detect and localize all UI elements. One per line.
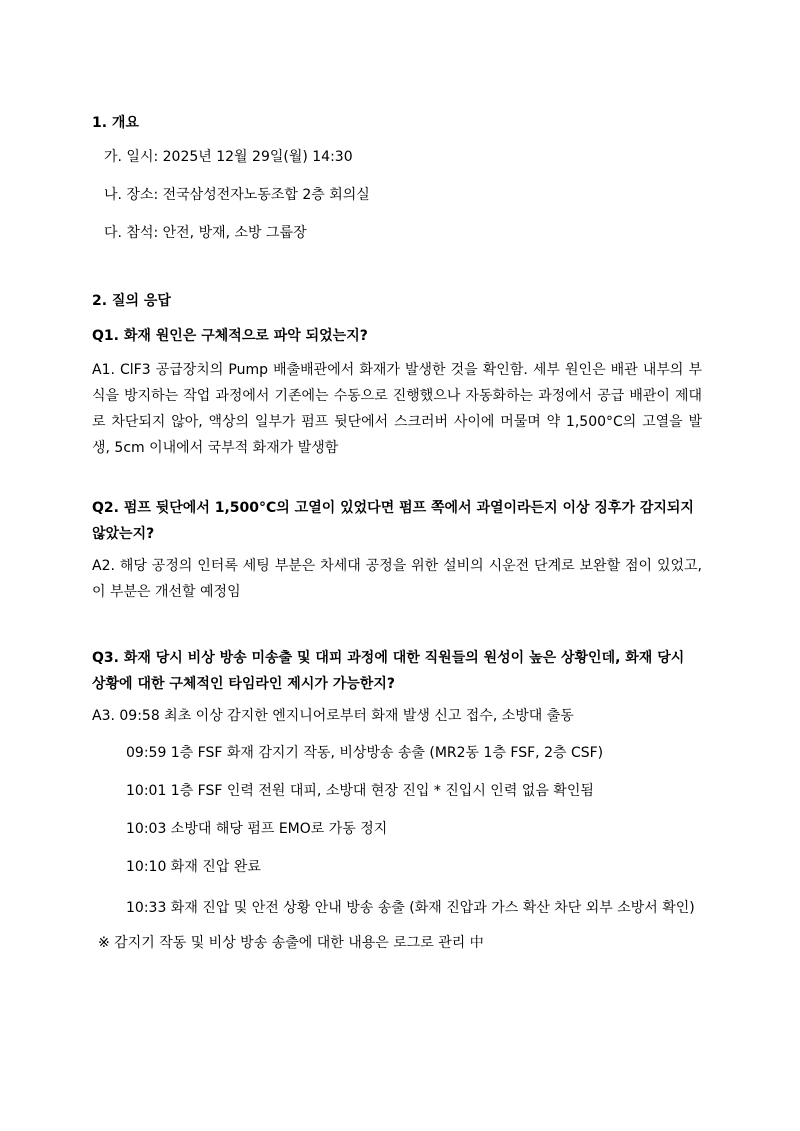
timeline-item: 10:03 소방대 해당 펌프 EMO로 가동 정지 [126,821,388,837]
document-body [92,113,702,953]
timeline-item: 09:59 1층 FSF 화재 감지기 작동, 비상방송 송출 (MR2동 1층 FSF, 2층 CSF) [126,745,604,761]
question-3: Q3. 화재 당시 비상 방송 미송출 및 대피 과정에 대한 직원들의 원성이 높은 상황인데, 화재 당시 상황에 대한 구체적인 타임라인 제시가 가능한지? [92,650,685,692]
answer-1: A1. ClF3 공급장치의 Pump 배출배관에서 화재가 발생한 것을 확인함. 세부 원인은 배관 내부의 부식을 방지하는 작업 과정에서 기존에는 수동으로 진행했으나 자동화하는 과정에서 공급 배관이 제대로 차단되지 않아, 액상의 일부가 펌프 뒷단에서 스크러버 사이에 머물며 약 1,500°C의 고열을 발생, 5cm 이내에서 국부적 화재가 발생함 [92,362,702,456]
overview-item-place: 나. 장소: 전국삼성전자노동조합 2층 회의실 [104,187,370,203]
timeline-item: 10:01 1층 FSF 인력 전원 대피, 소방대 현장 진입 * 진입시 인력 없음 확인됨 [126,783,594,799]
answer-2: A2. 해당 공정의 인터록 세팅 부분은 차세대 공정을 위한 설비의 시운전 단계로 보완할 점이 있었고, 이 부분은 개선할 예정임 [92,558,702,600]
overview-item-date: 가. 일시: 2025년 12월 29일(월) 14:30 [104,149,353,165]
answer-3-first-line: A3. 09:58 최초 이상 감지한 엔지니어로부터 화재 발생 신고 접수, 소방대 출동 [92,708,574,724]
log-note: ※ 감지기 작동 및 비상 방송 송출에 대한 내용은 로그로 관리 中 [98,935,484,951]
timeline-item: 10:10 화재 진압 완료 [126,859,261,875]
overview-item-attendees: 다. 참석: 안전, 방재, 소방 그룹장 [104,225,307,241]
section-title-overview: 1. 개요 [92,115,139,131]
question-2: Q2. 펌프 뒷단에서 1,500°C의 고열이 있었다면 펌프 쪽에서 과열이라든지 이상 징후가 감지되지 않았는지? [92,500,694,542]
timeline-item: 10:33 화재 진압 및 안전 상황 안내 방송 송출 (화재 진압과 가스 확산 차단 외부 소방서 확인) [126,900,695,916]
section-title-qa: 2. 질의 응답 [92,293,171,309]
question-1: Q1. 화재 원인은 구체적으로 파악 되었는지? [92,328,368,344]
